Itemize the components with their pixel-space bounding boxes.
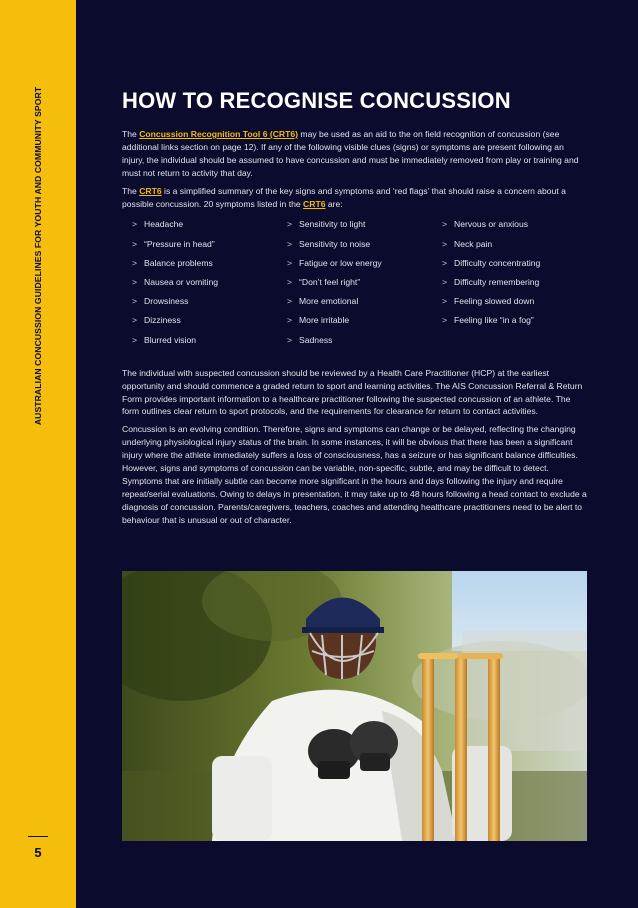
symptom-label: Sensitivity to light [299, 219, 366, 230]
para2-pre: The [122, 185, 140, 196]
chevron-right-icon: > [287, 277, 293, 287]
symptom-list [122, 219, 588, 353]
symptom-label: Dizziness [144, 315, 181, 326]
chevron-right-icon: > [287, 296, 293, 307]
symptom-item [277, 258, 432, 277]
symptom-item [122, 239, 277, 258]
sidebar [0, 0, 76, 908]
symptom-item [122, 315, 277, 334]
symptom-item [432, 315, 588, 334]
symptom-label: Drowsiness [144, 296, 189, 307]
symptom-item [122, 296, 277, 315]
symptom-item [277, 277, 432, 296]
chevron-right-icon: > [287, 219, 293, 230]
para1-post: may be used as an aid to the on field recognition of concussion (see additional links section on page 12). If any of the following visible clues (signs) or symptoms are present following an injury, the individual should be assumed to have concussion and must be immediately removed from play or training and must not return to activity that day. [122, 129, 579, 178]
cricket-wicketkeeper-photo [122, 571, 587, 841]
main-content [122, 88, 588, 532]
symptom-label: “Pressure in head” [144, 238, 215, 249]
symptom-item [432, 258, 588, 277]
crt6-full-link[interactable]: Concussion Recognition Tool 6 (CRT6) [139, 129, 299, 139]
document-title: AUSTRALIAN CONCUSSION GUIDELINES FOR YOUTH AND COMMUNITY SPORT [33, 86, 43, 426]
symptom-label: “Don’t feel right” [299, 277, 361, 287]
para1-pre: The [122, 129, 140, 139]
symptom-label: Sadness [299, 334, 333, 345]
para2-post: are: [325, 198, 343, 209]
symptom-item [432, 277, 588, 296]
symptom-item [277, 239, 432, 258]
symptom-label: Sensitivity to noise [299, 238, 371, 249]
chevron-right-icon: > [287, 315, 293, 326]
chevron-right-icon: > [132, 238, 138, 249]
chevron-right-icon: > [287, 257, 293, 268]
symptom-label: Feeling slowed down [454, 296, 535, 307]
symptom-item [277, 219, 432, 238]
chevron-right-icon: > [442, 238, 448, 249]
paragraph-crt6-summary [122, 185, 588, 211]
para2-mid: is a simplified summary of the key signs and symptoms and ‘red flags’ that should raise a concern about a possible concussion. 20 symptoms listed in the [122, 185, 566, 209]
symptom-label: Headache [144, 219, 184, 230]
symptom-label: Fatigue or low energy [299, 257, 382, 268]
chevron-right-icon: > [442, 315, 448, 326]
page-number-rule [28, 836, 48, 837]
symptom-item [432, 219, 588, 238]
chevron-right-icon: > [132, 334, 138, 345]
symptom-item [122, 258, 277, 277]
chevron-right-icon: > [287, 238, 293, 249]
symptom-item [122, 335, 277, 354]
chevron-right-icon: > [442, 257, 448, 268]
symptom-label: Nervous or anxious [454, 219, 529, 230]
symptom-label: Blurred vision [144, 334, 197, 345]
symptom-label: Difficulty concentrating [454, 257, 541, 268]
symptom-label: Feeling like “in a fog” [454, 315, 534, 326]
page-number: 5 [34, 845, 42, 860]
crt6-link-2[interactable]: CRT6 [303, 198, 326, 209]
chevron-right-icon: > [132, 296, 138, 307]
symptom-item [277, 335, 432, 354]
symptom-label: More emotional [299, 296, 359, 307]
symptom-label: Difficulty remembering [454, 277, 540, 287]
paragraph-hcp-review: The individual with suspected concussion should be reviewed by a Health Care Practitioner (HCP) at the earliest opportunity and should commence a graded return to sport and learning activities. The AIS Concussion Referral & Return Form provides important information to a healthcare practitioner following the suspected concussion of an athlete. The form outlines clear return to sport protocols, and the requirements for clearance for return to contact activities. [122, 367, 583, 417]
symptom-item [277, 315, 432, 334]
symptom-label: Balance problems [144, 257, 213, 268]
symptom-label: Neck pain [454, 238, 493, 249]
chevron-right-icon: > [132, 315, 138, 326]
symptom-label: More irritable [299, 315, 350, 326]
page-title: HOW TO RECOGNISE CONCUSSION [122, 88, 511, 113]
symptom-item [122, 219, 277, 238]
chevron-right-icon: > [287, 334, 293, 345]
paragraph-crt6-intro [122, 128, 588, 180]
chevron-right-icon: > [132, 277, 138, 287]
chevron-right-icon: > [132, 219, 138, 230]
symptom-item [432, 239, 588, 258]
symptom-label: Nausea or vomiting [144, 277, 219, 287]
symptom-item [122, 277, 277, 296]
chevron-right-icon: > [442, 296, 448, 307]
symptom-item [432, 296, 588, 315]
crt6-link[interactable]: CRT6 [139, 185, 162, 196]
symptom-empty-cell [432, 335, 588, 354]
chevron-right-icon: > [132, 257, 138, 268]
symptom-item [277, 296, 432, 315]
chevron-right-icon: > [442, 219, 448, 230]
chevron-right-icon: > [442, 277, 448, 287]
paragraph-evolving-condition: Concussion is an evolving condition. Therefore, signs and symptoms can change or be delayed, reflecting the changing underlying physiological injury status of the brain. In some instances, it will be obvious that there has been a significant injury where the athlete immediately suffers a loss of consciousness, has a seizure or has significant balance difficulties. However, signs and symptoms of concussion can be variable, non-specific, subtle, and may be difficult to detect. Symptoms that are initially subtle can become more significant in the hours and days following the injury and require repeat/serial evaluations. Owing to delays in presentation, it may take up to 48 hours following a head contact to exclude a diagnosis of concussion. Parents/caregivers, teachers, coaches and attending healthcare practitioners need to be alert to behaviour that is unusual or out of character. [122, 424, 587, 525]
